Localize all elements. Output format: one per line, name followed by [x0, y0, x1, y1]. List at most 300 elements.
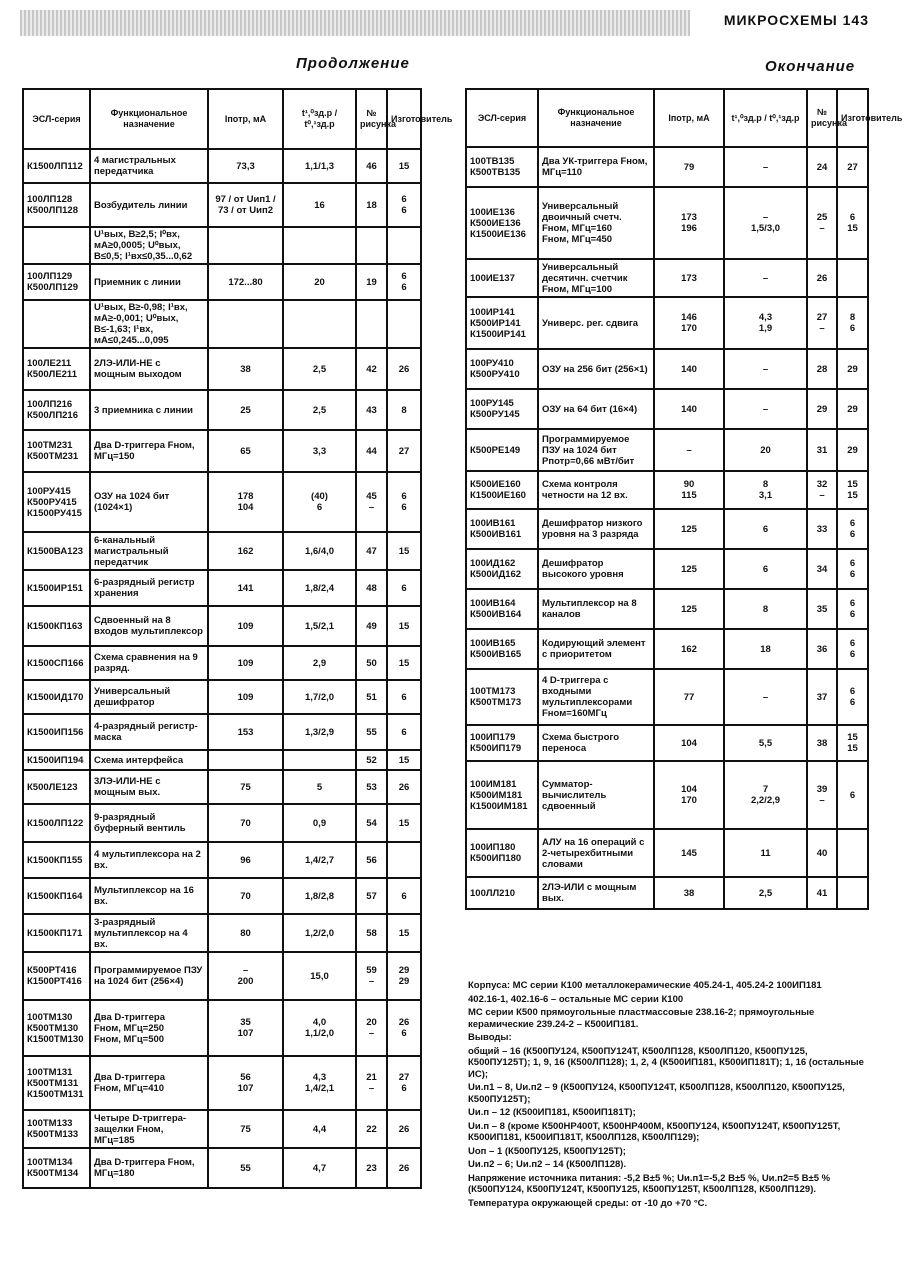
col-header: № рисунка — [356, 89, 387, 149]
note-line: Напряжение источника питания: -5,2 В±5 %; Uи.п1=-5,2 В±5 %, Uи.п2=5 В±5 % (К500ПУ124, К500ПУ124Т, К500ПУ125, К500ПУ125Т, К500ЛП128, К500ЛП129). — [468, 1172, 831, 1195]
figure-cell: 53 — [356, 770, 387, 804]
current-cell: – 200 — [208, 952, 283, 1000]
maker-cell — [837, 877, 868, 909]
table-row — [23, 750, 421, 770]
function-cell: Два D-триггера Fном, МГц=410 — [90, 1056, 208, 1110]
delay-cell: 1,7/2,0 — [283, 680, 356, 714]
current-cell — [208, 227, 283, 264]
delay-cell: 1,4/2,7 — [283, 842, 356, 878]
function-cell: ОЗУ на 256 бит (256×1) — [538, 349, 654, 389]
delay-cell: 16 — [283, 183, 356, 227]
current-cell: 38 — [654, 877, 724, 909]
function-cell: Сумматор-вычислитель сдвоенный — [538, 761, 654, 829]
delay-cell: – — [724, 669, 807, 725]
table-row — [23, 606, 421, 646]
function-cell: 3ЛЭ-ИЛИ-НЕ с мощным вых. — [90, 770, 208, 804]
function-cell: 4 D-триггера с входными мультиплексорами Fном=160МГц — [538, 669, 654, 725]
maker-cell: 6 — [387, 714, 421, 750]
maker-cell: 6 6 — [387, 472, 421, 532]
table-row — [23, 804, 421, 842]
series-cell: 100ЛЕ211 К500ЛЕ211 — [23, 348, 90, 390]
note-line: общий – 16 (К500ПУ124, К500ПУ124Т, К500ЛП128, К500ЛП120, К500ПУ125, К500ПУ125Т); 1, 9, 16 (К500ЛП128); 1, 2, 4 (К500ИП181, К500ИП181Т); 1, 16 (остальные ИС); — [468, 1045, 864, 1080]
figure-cell: 38 — [807, 725, 837, 761]
figure-cell: 22 — [356, 1110, 387, 1148]
function-cell: 3 приемника с линии — [90, 390, 208, 430]
maker-cell: 29 — [837, 389, 868, 429]
figure-cell: 54 — [356, 804, 387, 842]
delay-cell: 5,5 — [724, 725, 807, 761]
figure-cell: 52 — [356, 750, 387, 770]
delay-cell: 11 — [724, 829, 807, 877]
figure-cell: 33 — [807, 509, 837, 549]
maker-cell: 15 — [387, 750, 421, 770]
table-row — [23, 570, 421, 606]
maker-cell: 29 — [837, 429, 868, 471]
function-cell: ОЗУ на 64 бит (16×4) — [538, 389, 654, 429]
delay-cell: 4,7 — [283, 1148, 356, 1188]
figure-cell: 28 — [807, 349, 837, 389]
table-row — [23, 952, 421, 1000]
function-cell: Сдвоенный на 8 входов мультиплексор — [90, 606, 208, 646]
function-cell: Возбудитель линии — [90, 183, 208, 227]
table-row — [23, 348, 421, 390]
current-cell: 70 — [208, 878, 283, 914]
function-cell: Схема интерфейса — [90, 750, 208, 770]
figure-cell: 21 – — [356, 1056, 387, 1110]
function-cell: Универс. рег. сдвига — [538, 297, 654, 349]
note-line: Выводы: — [468, 1032, 512, 1043]
current-cell: 65 — [208, 430, 283, 472]
delay-cell — [283, 750, 356, 770]
series-cell: 100ИЕ137 — [466, 259, 538, 297]
table-row — [23, 878, 421, 914]
figure-cell: 36 — [807, 629, 837, 669]
current-cell — [208, 750, 283, 770]
table-row — [23, 680, 421, 714]
left-table — [22, 88, 453, 1189]
maker-cell: 27 — [387, 430, 421, 472]
function-cell: Два D-триггера Fном, МГц=150 — [90, 430, 208, 472]
col-header: ЭСЛ-серия — [466, 89, 538, 147]
current-cell — [208, 300, 283, 348]
notes — [468, 980, 868, 1211]
series-cell: 100РУ145 К500РУ145 — [466, 389, 538, 429]
table-row — [466, 471, 868, 509]
series-cell: К1500ИП194 — [23, 750, 90, 770]
delay-cell: 4,3 1,9 — [724, 297, 807, 349]
table-row — [23, 472, 421, 532]
function-cell: 3-разрядный мультиплексор на 4 вх. — [90, 914, 208, 952]
function-cell: 2ЛЭ-ИЛИ с мощным вых. — [538, 877, 654, 909]
figure-cell: 44 — [356, 430, 387, 472]
function-cell: Мультиплексор на 8 каналов — [538, 589, 654, 629]
right-caption: Окончание — [765, 58, 856, 75]
maker-cell: 6 6 — [387, 264, 421, 300]
series-cell: 100ТМ131 К500ТМ131 К1500ТМ131 — [23, 1056, 90, 1110]
series-cell: 100ЛЛ210 — [466, 877, 538, 909]
figure-cell: 37 — [807, 669, 837, 725]
maker-cell: 26 — [387, 770, 421, 804]
col-header: Iпотр, мА — [654, 89, 724, 147]
note-line: Uи.п2 – 6; Uи.п2 – 14 (К500ЛП128). — [468, 1159, 627, 1170]
table-row — [466, 877, 868, 909]
figure-cell: 43 — [356, 390, 387, 430]
table-row — [466, 297, 868, 349]
series-cell: 100ИВ165 К500ИВ165 — [466, 629, 538, 669]
function-cell: Дешифратор низкого уровня на 3 разряда — [538, 509, 654, 549]
function-cell: U¹вых, В≥-0,98; I¹вх, мА≥-0,001; U⁰вых, В≤-1,63; I¹вх, мА≤0,245...0,095 — [90, 300, 208, 348]
maker-cell: 6 — [387, 680, 421, 714]
delay-cell: 0,9 — [283, 804, 356, 842]
current-cell: 96 — [208, 842, 283, 878]
delay-cell: 8 — [724, 589, 807, 629]
current-cell: 146 170 — [654, 297, 724, 349]
table-row — [466, 187, 868, 259]
series-cell: К1500КП164 — [23, 878, 90, 914]
figure-cell: 34 — [807, 549, 837, 589]
maker-cell: 6 — [837, 761, 868, 829]
maker-cell: 26 — [387, 1148, 421, 1188]
left-caption: Продолжение — [296, 55, 410, 72]
note-line: Uи.п – 8 (кроме К500НР400Т, К500НР400М, К500ПУ124, К500ПУ124Т, К500ПУ125Т, К500ИП181, К500ИП181Т, К500ЛП128, К500ЛП129); — [468, 1120, 841, 1143]
series-cell: К1500ИД170 — [23, 680, 90, 714]
table-row — [23, 770, 421, 804]
series-cell: 100ИМ181 К500ИМ181 К1500ИМ181 — [466, 761, 538, 829]
note-line: МС серии К500 прямоугольные пластмассовые 238.16-2; прямоугольные керамические 239.24-2 – К500ИП181. — [468, 1007, 815, 1030]
maker-cell — [387, 227, 421, 264]
figure-cell: 58 — [356, 914, 387, 952]
series-cell: 100ЛП129 К500ЛП129 — [23, 264, 90, 300]
delay-cell: – — [724, 259, 807, 297]
figure-cell: 27 – — [807, 297, 837, 349]
figure-cell: 40 — [807, 829, 837, 877]
series-cell: 100ТВ135 К500ТВ135 — [466, 147, 538, 187]
function-cell: U¹вых, В≥2,5; I⁰вх, мА≥0,0005; U⁰вых, В≤0,5; I¹вх≤0,35...0,62 — [90, 227, 208, 264]
col-header: ЭСЛ-серия — [23, 89, 90, 149]
function-cell: Два УК-триггера Fном, МГц=110 — [538, 147, 654, 187]
table-row — [23, 646, 421, 680]
current-cell: 80 — [208, 914, 283, 952]
figure-cell: 35 — [807, 589, 837, 629]
current-cell: 178 104 — [208, 472, 283, 532]
col-header: № рисунка — [807, 89, 837, 147]
maker-cell: 27 6 — [387, 1056, 421, 1110]
function-cell: АЛУ на 16 операций с 2-четырехбитными словами — [538, 829, 654, 877]
table-row — [23, 149, 421, 183]
maker-cell: 6 6 — [837, 669, 868, 725]
delay-cell: 1,6/4,0 — [283, 532, 356, 570]
figure-cell: 49 — [356, 606, 387, 646]
maker-cell: 8 6 — [837, 297, 868, 349]
delay-cell: 7 2,2/2,9 — [724, 761, 807, 829]
delay-cell: 20 — [724, 429, 807, 471]
delay-cell: – — [724, 147, 807, 187]
function-cell: 2ЛЭ-ИЛИ-НЕ с мощным выходом — [90, 348, 208, 390]
series-cell: К500РТ416 К1500РТ416 — [23, 952, 90, 1000]
function-cell: 4 магистральных передатчика — [90, 149, 208, 183]
note-line: Корпуса: МС серии К100 металлокерамические 405.24-1, 405.24-2 100ИП181 — [468, 980, 822, 991]
delay-cell: 1,8/2,8 — [283, 878, 356, 914]
table-row — [23, 264, 421, 300]
delay-cell: 20 — [283, 264, 356, 300]
figure-cell: 18 — [356, 183, 387, 227]
series-cell: К500ИЕ160 К1500ИЕ160 — [466, 471, 538, 509]
figure-cell: 31 — [807, 429, 837, 471]
series-cell — [23, 300, 90, 348]
series-cell — [23, 227, 90, 264]
figure-cell: 59 – — [356, 952, 387, 1000]
function-cell: Мультиплексор на 16 вх. — [90, 878, 208, 914]
figure-cell: 48 — [356, 570, 387, 606]
current-cell: 125 — [654, 589, 724, 629]
note-line: Температура окружающей среды: от -10 до +70 °С. — [468, 1197, 708, 1209]
maker-cell: 29 29 — [387, 952, 421, 1000]
current-cell: 56 107 — [208, 1056, 283, 1110]
maker-cell: 6 6 — [387, 183, 421, 227]
maker-cell: 15 15 — [837, 725, 868, 761]
col-header: Функциональное назначение — [90, 89, 208, 149]
figure-cell: 20 – — [356, 1000, 387, 1056]
series-cell: 100ТМ173 К500ТМ173 — [466, 669, 538, 725]
figure-cell: 32 – — [807, 471, 837, 509]
series-cell: К1500КП163 — [23, 606, 90, 646]
function-cell: Кодирующий элемент с приоритетом — [538, 629, 654, 669]
current-cell: 141 — [208, 570, 283, 606]
maker-cell: 15 — [387, 532, 421, 570]
table-row — [466, 509, 868, 549]
current-cell: 172...80 — [208, 264, 283, 300]
figure-cell: 47 — [356, 532, 387, 570]
function-cell: Схема быстрого переноса — [538, 725, 654, 761]
delay-cell: – 1,5/3,0 — [724, 187, 807, 259]
figure-cell: 51 — [356, 680, 387, 714]
note-line: 402.16-1, 402.16-6 – остальные МС серии К100 — [468, 993, 684, 1005]
figure-cell: 23 — [356, 1148, 387, 1188]
note-line: Uи.п1 – 8, Uи.п2 – 9 (К500ПУ124, К500ПУ124Т, К500ЛП128, К500ЛП120, К500ПУ125, К500ПУ125Т); — [468, 1082, 845, 1105]
function-cell: 6-канальный магистральный передатчик — [90, 532, 208, 570]
table-row — [466, 829, 868, 877]
delay-cell: 2,5 — [283, 348, 356, 390]
table-header-row — [23, 89, 421, 149]
current-cell: 104 170 — [654, 761, 724, 829]
delay-cell: (40) 6 — [283, 472, 356, 532]
table-row — [23, 390, 421, 430]
maker-cell: 26 6 — [387, 1000, 421, 1056]
maker-cell: 26 — [387, 348, 421, 390]
function-cell: 9-разрядный буферный вентиль — [90, 804, 208, 842]
series-cell: К1500ИР151 — [23, 570, 90, 606]
function-cell: Универсальный десятичн. счетчик Fном, МГц=100 — [538, 259, 654, 297]
function-cell: 4-разрядный регистр-маска — [90, 714, 208, 750]
figure-cell: 24 — [807, 147, 837, 187]
current-cell: 125 — [654, 509, 724, 549]
function-cell: Программируемое ПЗУ на 1024 бит (256×4) — [90, 952, 208, 1000]
col-header: t¹,⁰зд.р / t⁰,¹зд.р — [724, 89, 807, 147]
function-cell: Схема контроля четности на 12 вх. — [538, 471, 654, 509]
figure-cell: 45 – — [356, 472, 387, 532]
maker-cell: 15 — [387, 646, 421, 680]
delay-cell: 4,3 1,4/2,1 — [283, 1056, 356, 1110]
series-cell: К1500СП166 — [23, 646, 90, 680]
current-cell: 70 — [208, 804, 283, 842]
maker-cell: 15 — [387, 804, 421, 842]
delay-cell: 15,0 — [283, 952, 356, 1000]
function-cell: Приемник с линии — [90, 264, 208, 300]
maker-cell: 27 — [837, 147, 868, 187]
current-cell: 145 — [654, 829, 724, 877]
function-cell: Универсальный двоичный счетч. Fном, МГц=160 Fном, МГц=450 — [538, 187, 654, 259]
current-cell: 77 — [654, 669, 724, 725]
current-cell: 109 — [208, 606, 283, 646]
table-row — [23, 914, 421, 952]
delay-cell: 3,3 — [283, 430, 356, 472]
function-cell: Четыре D-триггера-защелки Fном, МГц=185 — [90, 1110, 208, 1148]
delay-cell — [283, 227, 356, 264]
table-row — [23, 430, 421, 472]
series-cell: 100ЛП128 К500ЛП128 — [23, 183, 90, 227]
current-cell: 90 115 — [654, 471, 724, 509]
series-cell: 100ИЕ136 К500ИЕ136 К1500ИЕ136 — [466, 187, 538, 259]
maker-cell: 15 — [387, 914, 421, 952]
delay-cell: 4,4 — [283, 1110, 356, 1148]
figure-cell: 42 — [356, 348, 387, 390]
page-header: МИКРОСХЕМЫ 143 — [723, 12, 869, 28]
current-cell: 153 — [208, 714, 283, 750]
current-cell: 140 — [654, 349, 724, 389]
current-cell: 38 — [208, 348, 283, 390]
delay-cell: – — [724, 349, 807, 389]
maker-cell: 6 6 — [837, 629, 868, 669]
maker-cell: 6 6 — [837, 509, 868, 549]
series-cell: К1500ЛП112 — [23, 149, 90, 183]
series-cell: 100ИП180 К500ИП180 — [466, 829, 538, 877]
col-header: Изготовитель — [837, 89, 868, 147]
table-row — [466, 669, 868, 725]
series-cell: 100ИВ161 К500ИВ161 — [466, 509, 538, 549]
series-cell: 100ЛП216 К500ЛП216 — [23, 390, 90, 430]
current-cell: 162 — [208, 532, 283, 570]
current-cell: 173 196 — [654, 187, 724, 259]
table-row — [466, 429, 868, 471]
series-cell: 100ИП179 К500ИП179 — [466, 725, 538, 761]
figure-cell: 19 — [356, 264, 387, 300]
maker-cell: 6 — [387, 570, 421, 606]
table-row — [466, 589, 868, 629]
current-cell: 140 — [654, 389, 724, 429]
col-header: Iпотр, мА — [208, 89, 283, 149]
series-cell: К500ЛЕ123 — [23, 770, 90, 804]
series-cell: К1500ВА123 — [23, 532, 90, 570]
table-row — [23, 714, 421, 750]
function-cell: Два D-триггера Fном, МГц=180 — [90, 1148, 208, 1188]
series-cell: 100РУ415 К500РУ415 К1500РУ415 — [23, 472, 90, 532]
function-cell: Универсальный дешифратор — [90, 680, 208, 714]
current-cell: – — [654, 429, 724, 471]
function-cell: Дешифратор высокого уровня — [538, 549, 654, 589]
table-row — [466, 389, 868, 429]
table-row — [23, 532, 421, 570]
figure-cell — [356, 300, 387, 348]
current-cell: 109 — [208, 646, 283, 680]
table-row — [466, 147, 868, 187]
delay-cell — [283, 300, 356, 348]
maker-cell — [837, 829, 868, 877]
series-cell: 100ИД162 К500ИД162 — [466, 549, 538, 589]
maker-cell: 8 — [387, 390, 421, 430]
table-row — [466, 259, 868, 297]
maker-cell — [387, 300, 421, 348]
delay-cell: 6 — [724, 509, 807, 549]
maker-cell: 6 6 — [837, 549, 868, 589]
table-row — [23, 1148, 421, 1188]
series-cell: К1500ЛП122 — [23, 804, 90, 842]
maker-cell — [387, 842, 421, 878]
maker-cell: 6 15 — [837, 187, 868, 259]
current-cell: 97 / от Uип1 / 73 / от Uип2 — [208, 183, 283, 227]
delay-cell: 1,8/2,4 — [283, 570, 356, 606]
delay-cell: 8 3,1 — [724, 471, 807, 509]
delay-cell: 5 — [283, 770, 356, 804]
series-cell: К500РЕ149 — [466, 429, 538, 471]
current-cell: 125 — [654, 549, 724, 589]
col-header: Изготовитель — [387, 89, 421, 149]
right-table — [465, 88, 903, 910]
table-row — [23, 227, 421, 264]
table-row — [466, 629, 868, 669]
table-row — [466, 725, 868, 761]
maker-cell: 26 — [387, 1110, 421, 1148]
maker-cell: 6 — [387, 878, 421, 914]
col-header: Функциональное назначение — [538, 89, 654, 147]
table-row — [23, 1110, 421, 1148]
note-line: Uоп – 1 (К500ПУ125, К500ПУ125Т); — [468, 1145, 626, 1157]
series-cell: К1500КП155 — [23, 842, 90, 878]
current-cell: 79 — [654, 147, 724, 187]
note-line: Uи.п – 12 (К500ИП181, К500ИП181Т); — [468, 1107, 636, 1118]
function-cell: Схема сравнения на 9 разряд. — [90, 646, 208, 680]
delay-cell: 2,5 — [724, 877, 807, 909]
series-cell: 100ИР141 К500ИР141 К1500ИР141 — [466, 297, 538, 349]
series-cell: К1500ИП156 — [23, 714, 90, 750]
function-cell: Два D-триггера Fном, МГц=250 Fном, МГц=500 — [90, 1000, 208, 1056]
series-cell: 100ИВ164 К500ИВ164 — [466, 589, 538, 629]
figure-cell: 29 — [807, 389, 837, 429]
maker-cell: 6 6 — [837, 589, 868, 629]
table-row — [23, 842, 421, 878]
figure-cell: 41 — [807, 877, 837, 909]
maker-cell: 29 — [837, 349, 868, 389]
table-row — [23, 300, 421, 348]
figure-cell: 57 — [356, 878, 387, 914]
current-cell: 75 — [208, 770, 283, 804]
function-cell: 6-разрядный регистр хранения — [90, 570, 208, 606]
delay-cell: 1,3/2,9 — [283, 714, 356, 750]
table-row — [466, 761, 868, 829]
delay-cell: 2,5 — [283, 390, 356, 430]
figure-cell: 55 — [356, 714, 387, 750]
current-cell: 73,3 — [208, 149, 283, 183]
figure-cell: 25 – — [807, 187, 837, 259]
col-header: t¹,⁰зд.р / t⁰,¹зд.р — [283, 89, 356, 149]
figure-cell: 39 – — [807, 761, 837, 829]
table-header-row — [466, 89, 868, 147]
table-row — [23, 1056, 421, 1110]
table-row — [23, 1000, 421, 1056]
maker-cell: 15 15 — [837, 471, 868, 509]
current-cell: 35 107 — [208, 1000, 283, 1056]
series-cell: 100ТМ130 К500ТМ130 К1500ТМ130 — [23, 1000, 90, 1056]
current-cell: 55 — [208, 1148, 283, 1188]
